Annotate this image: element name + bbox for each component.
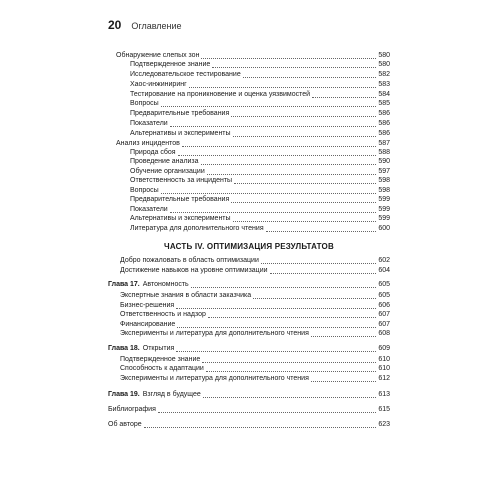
dot-leader bbox=[182, 146, 376, 147]
toc-entry-title bbox=[120, 374, 309, 384]
toc-entry-title bbox=[130, 109, 229, 119]
toc-entry-title bbox=[108, 405, 156, 415]
toc-page-number: 583 bbox=[378, 81, 390, 88]
toc-entry-label: Ответственность и надзор bbox=[120, 311, 206, 318]
toc-entry-title bbox=[130, 60, 210, 70]
toc-page-number: 587 bbox=[378, 140, 390, 147]
toc-page-number: 608 bbox=[378, 330, 390, 337]
toc-page-number: 588 bbox=[378, 149, 390, 156]
toc-entry[interactable] bbox=[108, 70, 390, 80]
part-heading: ЧАСТЬ IV. ОПТИМИЗАЦИЯ РЕЗУЛЬТАТОВ bbox=[164, 242, 334, 251]
toc-entry-title bbox=[120, 266, 268, 276]
toc-entry-title bbox=[130, 176, 232, 186]
toc-entry-label: Альтернативы и эксперименты bbox=[130, 130, 231, 137]
dot-leader bbox=[176, 351, 376, 352]
dot-leader bbox=[231, 202, 376, 203]
dot-leader bbox=[189, 87, 377, 88]
dot-leader bbox=[176, 308, 376, 309]
toc-entry[interactable] bbox=[108, 329, 390, 339]
toc-entry-label: Исследовательское тестирование bbox=[130, 71, 241, 78]
toc-page-number: 586 bbox=[378, 110, 390, 117]
dot-leader bbox=[170, 212, 377, 213]
toc-entry-label: Эксперименты и литература для дополнительного чтения bbox=[120, 330, 309, 337]
toc-chapter-entry[interactable] bbox=[108, 280, 390, 290]
toc-page-number: 610 bbox=[378, 356, 390, 363]
toc-page-number: 598 bbox=[378, 177, 390, 184]
toc-entry-label: Бизнес-решения bbox=[120, 302, 175, 309]
toc-entry-title bbox=[108, 420, 142, 430]
toc-page-number: 615 bbox=[378, 406, 390, 413]
toc-entry-title bbox=[120, 291, 251, 301]
toc-page-number: 597 bbox=[378, 168, 390, 175]
toc-page-number: 599 bbox=[378, 206, 390, 213]
dot-leader bbox=[207, 174, 377, 175]
toc-page-number: 580 bbox=[378, 52, 390, 59]
toc-entry-label: Эксперименты и литература для дополнительного чтения bbox=[120, 375, 309, 382]
toc-entry-label: Тестирование на проникновение и оценка уязвимостей bbox=[130, 91, 311, 98]
toc-entry[interactable] bbox=[108, 109, 390, 119]
dot-leader bbox=[243, 77, 377, 78]
dot-leader bbox=[191, 287, 377, 288]
dot-leader bbox=[233, 136, 377, 137]
dot-leader bbox=[161, 106, 377, 107]
dot-leader bbox=[311, 381, 376, 382]
toc-entry[interactable] bbox=[108, 157, 390, 167]
toc-entry[interactable] bbox=[108, 214, 390, 224]
dot-leader bbox=[203, 397, 377, 398]
toc-page-number: 584 bbox=[378, 91, 390, 98]
chapter-number: Глава 19. bbox=[108, 391, 140, 398]
toc-entry-label: Показатели bbox=[130, 206, 168, 213]
toc-entry-label: Экспертные знания в области заказчика bbox=[120, 292, 252, 299]
dot-leader bbox=[234, 183, 376, 184]
toc-entry-title bbox=[130, 70, 241, 80]
toc-page-number: 602 bbox=[378, 257, 390, 264]
dot-leader bbox=[144, 427, 377, 428]
toc-entry-label: Обнаружение слепых зон bbox=[116, 52, 200, 59]
toc-chapter-entry[interactable] bbox=[108, 390, 390, 400]
dot-leader bbox=[206, 371, 377, 372]
toc-page-number: 609 bbox=[378, 345, 390, 352]
dot-leader bbox=[201, 58, 376, 59]
dot-leader bbox=[202, 362, 376, 363]
toc-entry-label: Показатели bbox=[130, 120, 168, 127]
toc-page-number: 607 bbox=[378, 311, 390, 318]
toc-entry-title bbox=[130, 195, 229, 205]
toc-page-number: 606 bbox=[378, 302, 390, 309]
chapter-number: Глава 18. bbox=[108, 345, 140, 352]
toc-entry-title bbox=[130, 214, 231, 224]
dot-leader bbox=[212, 67, 376, 68]
toc-entry-label: Литература для дополнительного чтения bbox=[130, 225, 264, 232]
page-number: 20 bbox=[108, 18, 122, 32]
dot-leader bbox=[177, 327, 376, 328]
toc-page-number: 623 bbox=[378, 421, 390, 428]
toc-entry-title bbox=[120, 364, 204, 374]
toc-entry-label: Достижение навыков на уровне оптимизации bbox=[120, 267, 268, 274]
toc-page-number: 599 bbox=[378, 196, 390, 203]
toc-entry-label: Взгляд в будущее bbox=[142, 391, 201, 398]
toc-chapter-entry[interactable] bbox=[108, 344, 390, 354]
toc-entry-label: Библиография bbox=[108, 406, 156, 413]
toc-entry[interactable] bbox=[108, 420, 390, 430]
toc-entry[interactable] bbox=[108, 310, 390, 320]
toc-page-number: 600 bbox=[378, 225, 390, 232]
dot-leader bbox=[270, 273, 377, 274]
toc-entry-label: Предварительные требования bbox=[130, 196, 230, 203]
toc-entry[interactable] bbox=[108, 99, 390, 109]
toc-entry-label: Об авторе bbox=[108, 421, 142, 428]
toc-entry-title bbox=[108, 344, 174, 354]
dot-leader bbox=[312, 97, 376, 98]
toc-entry-title bbox=[130, 157, 199, 167]
toc-entry[interactable] bbox=[108, 364, 390, 374]
dot-leader bbox=[178, 155, 377, 156]
toc-entry[interactable] bbox=[108, 80, 390, 90]
toc-entry[interactable] bbox=[108, 195, 390, 205]
toc-entry-label: Обучение организации bbox=[130, 168, 205, 175]
toc-entry[interactable] bbox=[108, 374, 390, 384]
toc-page-number: 590 bbox=[378, 158, 390, 165]
toc-entry[interactable] bbox=[108, 266, 390, 276]
toc-entry-label: Добро пожаловать в область оптимизации bbox=[120, 257, 259, 264]
toc-entry-title bbox=[108, 280, 189, 290]
toc-entry-title bbox=[130, 99, 159, 109]
toc-page-number: 605 bbox=[378, 281, 390, 288]
dot-leader bbox=[253, 298, 376, 299]
toc-page-number: 586 bbox=[378, 130, 390, 137]
toc-page-number: 613 bbox=[378, 391, 390, 398]
toc-entry-title bbox=[130, 119, 168, 129]
dot-leader bbox=[158, 412, 376, 413]
toc-entry-label: Подтвержденное знание bbox=[120, 356, 201, 363]
toc-page-number: 604 bbox=[378, 267, 390, 274]
dot-leader bbox=[231, 116, 376, 117]
toc-entry-title bbox=[120, 256, 259, 266]
toc-entry-label: Хаос-инжиниринг bbox=[130, 81, 187, 88]
toc-page-number: 605 bbox=[378, 292, 390, 299]
toc-entry-title bbox=[120, 310, 206, 320]
toc-entry[interactable] bbox=[108, 129, 390, 139]
page-header bbox=[108, 18, 182, 32]
toc-entry-title bbox=[130, 80, 187, 90]
toc-page-number: 612 bbox=[378, 375, 390, 382]
toc-page-number: 586 bbox=[378, 120, 390, 127]
toc-entry-label: Анализ инцидентов bbox=[116, 140, 180, 147]
dot-leader bbox=[208, 317, 376, 318]
toc-entry[interactable] bbox=[108, 119, 390, 129]
toc-entry-label: Финансирование bbox=[120, 321, 176, 328]
dot-leader bbox=[233, 221, 377, 222]
toc-entry-title bbox=[120, 329, 309, 339]
dot-leader bbox=[170, 126, 377, 127]
toc-entry-label: Проведение анализа bbox=[130, 158, 199, 165]
toc-entry[interactable] bbox=[108, 60, 390, 70]
toc-entry[interactable] bbox=[108, 405, 390, 415]
toc-page-number: 599 bbox=[378, 215, 390, 222]
toc-entry-label: Автономность bbox=[142, 281, 189, 288]
chapter-number: Глава 17. bbox=[108, 281, 140, 288]
toc-entry-title bbox=[108, 390, 201, 400]
toc-page-number: 580 bbox=[378, 61, 390, 68]
toc-entry-label: Открытия bbox=[142, 345, 175, 352]
toc-page-number: 585 bbox=[378, 100, 390, 107]
dot-leader bbox=[161, 193, 377, 194]
dot-leader bbox=[201, 164, 377, 165]
toc-entry-title bbox=[130, 224, 264, 234]
running-title: Оглавление bbox=[131, 21, 182, 31]
toc-entry-label: Вопросы bbox=[130, 187, 159, 194]
toc-entry[interactable] bbox=[108, 224, 390, 234]
dot-leader bbox=[266, 231, 377, 232]
toc-entry[interactable] bbox=[108, 176, 390, 186]
toc-entry-label: Предварительные требования bbox=[130, 110, 230, 117]
toc-entry-label: Ответственность за инциденты bbox=[130, 177, 233, 184]
toc-entry[interactable] bbox=[108, 291, 390, 301]
toc-entry-label: Альтернативы и эксперименты bbox=[130, 215, 231, 222]
toc-entry-label: Природа сбоя bbox=[130, 149, 176, 156]
dot-leader bbox=[311, 336, 376, 337]
toc-entry-title bbox=[130, 129, 231, 139]
dot-leader bbox=[261, 263, 376, 264]
toc-entry[interactable] bbox=[108, 256, 390, 266]
toc-page-number: 582 bbox=[378, 71, 390, 78]
toc-page-number: 610 bbox=[378, 365, 390, 372]
toc-entry-label: Подтвержденное знание bbox=[130, 61, 211, 68]
toc-entry-label: Способность к адаптации bbox=[120, 365, 204, 372]
toc-entry-label: Вопросы bbox=[130, 100, 159, 107]
toc-page-number: 598 bbox=[378, 187, 390, 194]
toc-page-number: 607 bbox=[378, 321, 390, 328]
